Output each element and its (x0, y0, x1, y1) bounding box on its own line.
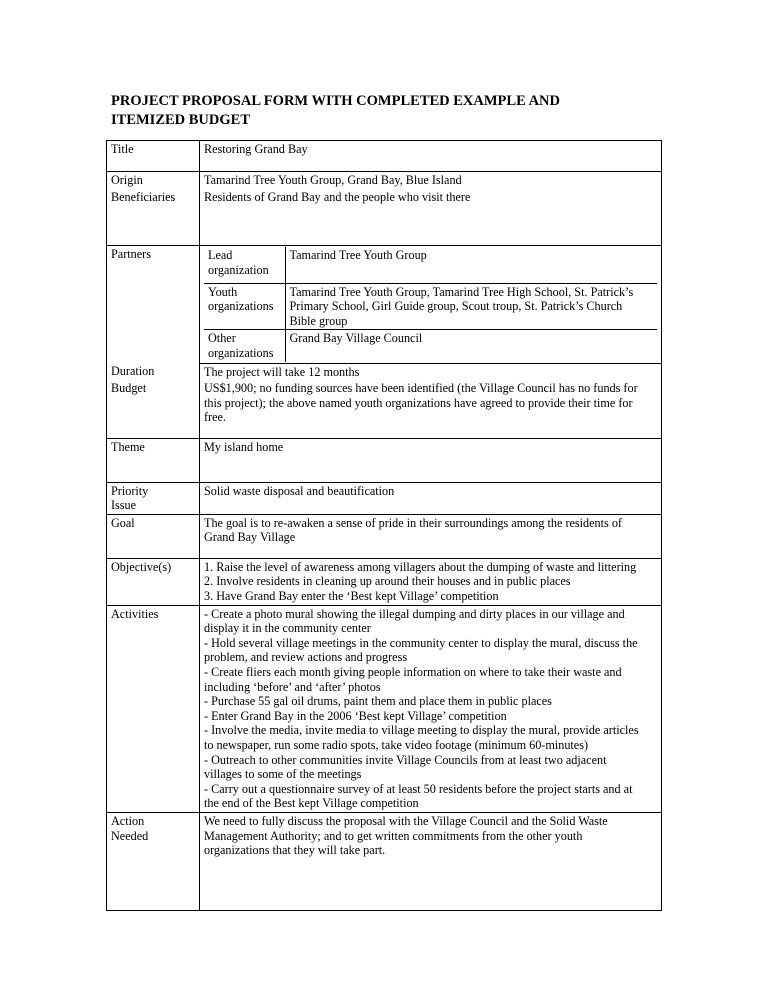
activity-line: including ‘before’ and ‘after’ photos (204, 679, 381, 694)
value-title: Restoring Grand Bay (200, 141, 662, 172)
label-title: Title (107, 141, 200, 172)
partner-row-lead (204, 247, 657, 283)
value-duration: The project will take 12 months (200, 363, 662, 380)
page-title-line-2: ITEMIZED BUDGET (111, 112, 250, 128)
partners-cell (200, 246, 662, 363)
row-beneficiaries (107, 189, 662, 246)
row-action-needed (107, 812, 662, 910)
value-origin: Tamarind Tree Youth Group, Grand Bay, Blue Island (200, 172, 662, 189)
row-duration (107, 363, 662, 380)
value-action-needed: We need to fully discuss the proposal with the Village Council and the Solid Waste Management Authority; and to get written commitments from the other youth organizations that they will take part. (200, 812, 662, 910)
partner-label-lead: Lead organization (204, 247, 285, 283)
value-activities (200, 605, 662, 812)
activity-line: the end of the Best kept Village competition (204, 796, 419, 811)
value-theme: My island home (200, 438, 662, 482)
activity-line: - Involve the media, invite media to village meeting to display the mural, provide articles (204, 723, 639, 738)
label-budget: Budget (107, 380, 200, 438)
partner-value-lead: Tamarind Tree Youth Group (285, 247, 657, 283)
label-activities: Activities (107, 605, 200, 812)
label-theme: Theme (107, 438, 200, 482)
activity-line: - Enter Grand Bay in the 2006 ‘Best kept Village’ competition (204, 708, 507, 723)
label-goal: Goal (107, 514, 200, 558)
activity-line: to newspaper, run some radio spots, take video footage (minimum 60-minutes) (204, 737, 589, 752)
label-partners: Partners (107, 246, 200, 363)
label-beneficiaries: Beneficiaries (107, 189, 200, 246)
partner-label-youth: Youth organizations (204, 283, 285, 330)
objective-item: 2. Involve residents in cleaning up around their houses and in public places (204, 574, 571, 589)
page-title (111, 92, 671, 130)
row-theme (107, 438, 662, 482)
label-objectives: Objective(s) (107, 558, 200, 605)
label-action-needed: Action Needed (107, 812, 200, 910)
partner-value-other: Grand Bay Village Council (285, 330, 657, 362)
row-origin (107, 172, 662, 189)
activity-line: - Carry out a questionnaire survey of at least 50 residents before the project starts and at (204, 781, 633, 796)
partner-label-other: Other organizations (204, 330, 285, 362)
activity-line: - Hold several village meetings in the community center to display the mural, discuss the (204, 635, 638, 650)
row-activities (107, 605, 662, 812)
proposal-form-table (106, 140, 662, 911)
partners-subtable (204, 247, 657, 361)
partner-row-other (204, 330, 657, 362)
row-budget (107, 380, 662, 438)
partner-row-youth (204, 283, 657, 330)
activity-line: villages to some of the meetings (204, 767, 362, 782)
label-origin: Origin (107, 172, 200, 189)
activity-line: problem, and review actions and progress (204, 650, 408, 665)
label-priority-issue: Priority Issue (107, 482, 200, 514)
objective-item: 1. Raise the level of awareness among villagers about the dumping of waste and littering (204, 559, 637, 574)
value-priority-issue: Solid waste disposal and beautification (200, 482, 662, 514)
row-partners (107, 246, 662, 363)
value-objectives (200, 558, 662, 605)
activity-line: - Purchase 55 gal oil drums, paint them and place them in public places (204, 694, 552, 709)
row-objectives (107, 558, 662, 605)
partner-value-youth: Tamarind Tree Youth Group, Tamarind Tree High School, St. Patrick’s Primary School, Girl Guide group, Scout troup, St. Patrick’s Church Bible group (285, 283, 657, 330)
objective-item: 3. Have Grand Bay enter the ‘Best kept Village’ competition (204, 589, 499, 604)
activity-line: - Create a photo mural showing the illegal dumping and dirty places in our village and (204, 606, 625, 621)
page-title-line-1: PROJECT PROPOSAL FORM WITH COMPLETED EXAMPLE AND (111, 93, 560, 109)
activity-line: - Outreach to other communities invite Village Councils from at least two adjacent (204, 752, 607, 767)
row-priority-issue (107, 482, 662, 514)
row-title (107, 141, 662, 172)
value-budget: US$1,900; no funding sources have been identified (the Village Council has no funds for this project); the above named youth organizations have agreed to provide their time for free. (200, 380, 662, 438)
label-duration: Duration (107, 363, 200, 380)
value-goal: The goal is to re-awaken a sense of pride in their surroundings among the residents of Grand Bay Village (200, 514, 662, 558)
activity-line: display it in the community center (204, 621, 371, 636)
row-goal (107, 514, 662, 558)
value-beneficiaries: Residents of Grand Bay and the people who visit there (200, 189, 662, 246)
activity-line: - Create fliers each month giving people information on where to take their waste and (204, 665, 622, 679)
